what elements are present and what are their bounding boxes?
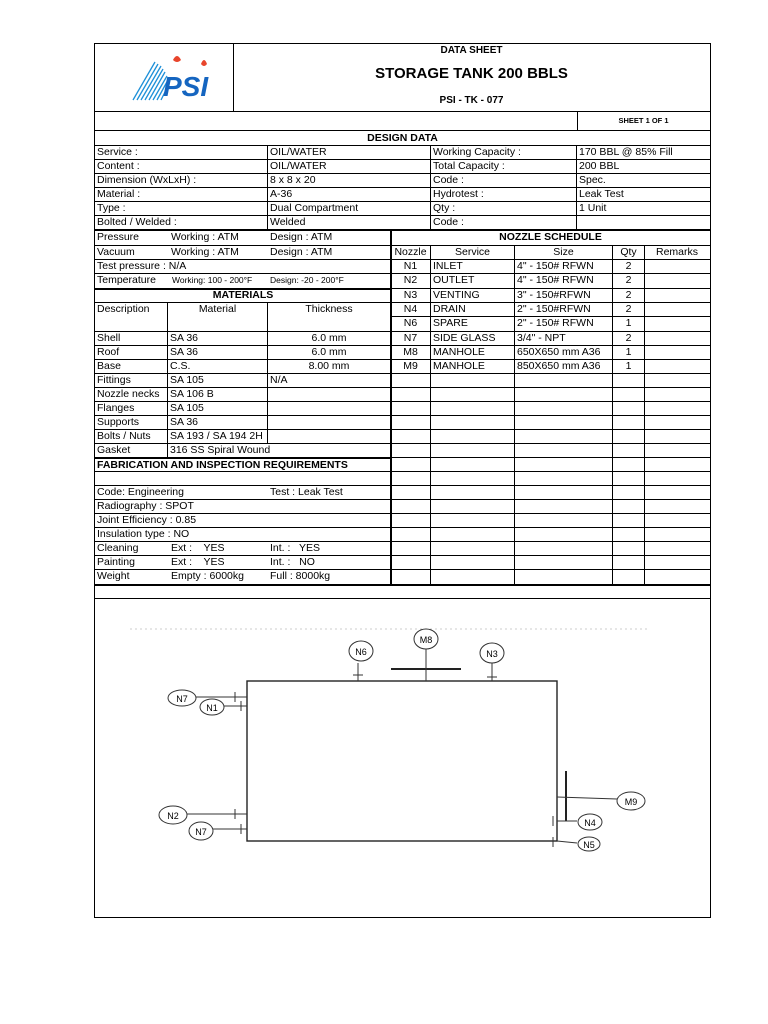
sheet-type: DATA SHEET xyxy=(440,45,503,56)
company-logo xyxy=(125,50,210,108)
nozzle-row-tag: N2 xyxy=(403,274,418,286)
nozzle-row-tag: N6 xyxy=(403,317,418,329)
code-label: Code : xyxy=(433,174,464,186)
nozzle-row-qty: 1 xyxy=(625,360,632,372)
insulation-type: Insulation type : NO xyxy=(97,528,190,540)
content-value: OIL/WATER xyxy=(270,160,327,172)
weight-empty: Empty : 6000kg xyxy=(171,570,244,582)
hydrotest-value: Leak Test xyxy=(579,188,624,200)
qty-value: 1 Unit xyxy=(579,202,607,214)
working-capacity-label: Working Capacity : xyxy=(433,146,521,158)
code2-label: Code : xyxy=(433,216,464,228)
vacuum-working: Working : ATM xyxy=(171,246,239,258)
vacuum-design: Design : ATM xyxy=(270,246,333,258)
materials-row-description: Gasket xyxy=(97,444,131,456)
svg-text:N7: N7 xyxy=(195,827,207,837)
bolted-welded-label: Bolted / Welded : xyxy=(97,216,177,228)
materials-row-material: SA 36 xyxy=(170,416,199,428)
nozzle-row-size: 4" - 150# RFWN xyxy=(517,260,594,272)
svg-text:M8: M8 xyxy=(419,635,433,645)
materials-row-thickness: 8.00 mm xyxy=(308,360,350,372)
total-capacity-label: Total Capacity : xyxy=(433,160,505,172)
svg-text:N6: N6 xyxy=(355,647,367,657)
bolted-welded-value: Welded xyxy=(270,216,306,228)
nozzle-n7-lower xyxy=(189,822,247,840)
document-number: PSI - TK - 077 xyxy=(439,95,504,106)
nozzle-header-remarks: Remarks xyxy=(655,246,698,258)
svg-text:M9: M9 xyxy=(624,797,638,807)
service-label: Service : xyxy=(97,146,138,158)
nozzle-header-nozzle: Nozzle xyxy=(394,246,427,258)
type-label: Type : xyxy=(97,202,126,214)
nozzle-n5 xyxy=(553,837,600,851)
nozzle-row-service: MANHOLE xyxy=(433,360,485,372)
fabrication-heading: FABRICATION AND INSPECTION REQUIREMENTS xyxy=(97,459,348,471)
service-value: OIL/WATER xyxy=(270,146,327,158)
nozzle-row-size: 2" - 150#RFWN xyxy=(517,303,591,315)
working-capacity-value: 170 BBL @ 85% Fill xyxy=(579,146,673,158)
nozzle-row-service: INLET xyxy=(433,260,463,272)
materials-row-description: Bolts / Nuts xyxy=(97,430,151,442)
materials-row-description: Fittings xyxy=(97,374,131,386)
materials-row-thickness: 6.0 mm xyxy=(311,346,347,358)
cleaning-int: Int. : YES xyxy=(270,542,320,554)
materials-row-description: Nozzle necks xyxy=(97,388,160,400)
svg-text:PSI: PSI xyxy=(163,71,209,102)
joint-efficiency: Joint Efficiency : 0.85 xyxy=(97,514,197,526)
nozzle-row-service: SPARE xyxy=(433,317,468,329)
nozzle-header-qty: Qty xyxy=(620,246,637,258)
nozzle-row-qty: 2 xyxy=(625,260,632,272)
nozzle-n1 xyxy=(200,699,247,715)
nozzle-schedule-heading: NOZZLE SCHEDULE xyxy=(499,231,602,243)
temperature-label: Temperature xyxy=(97,274,156,286)
materials-row-description: Supports xyxy=(97,416,140,428)
type-value: Dual Compartment xyxy=(270,202,359,214)
materials-header-material: Material xyxy=(198,303,237,315)
materials-row-material: SA 105 xyxy=(170,374,204,386)
manhole-m9 xyxy=(557,771,645,821)
materials-header-thickness: Thickness xyxy=(305,303,353,315)
sheet-number: SHEET 1 OF 1 xyxy=(618,116,669,125)
design-data-heading: DESIGN DATA xyxy=(367,132,438,144)
dimension-label: Dimension (WxLxH) : xyxy=(97,174,197,186)
vacuum-label: Vacuum xyxy=(97,246,135,258)
cleaning-label: Cleaning xyxy=(97,542,139,554)
nozzle-n3 xyxy=(480,643,504,681)
svg-text:N1: N1 xyxy=(206,703,218,713)
materials-row-thickness: 6.0 mm xyxy=(311,332,347,344)
nozzle-row-size: 650X650 mm A36 xyxy=(517,346,601,358)
nozzle-row-size: 3/4" - NPT xyxy=(517,332,566,344)
weight-label: Weight xyxy=(97,570,130,582)
nozzle-row-tag: N3 xyxy=(403,289,418,301)
materials-row-description: Flanges xyxy=(97,402,135,414)
nozzle-row-qty: 2 xyxy=(625,289,632,301)
nozzle-row-service: OUTLET xyxy=(433,274,475,286)
logo-icon xyxy=(125,50,210,108)
tank-body xyxy=(247,681,557,841)
material-value: A-36 xyxy=(270,188,293,200)
nozzle-row-tag: N7 xyxy=(403,332,418,344)
svg-text:N4: N4 xyxy=(584,818,596,828)
fabrication-code: Code: Engineering xyxy=(97,486,184,498)
nozzle-row-size: 4" - 150# RFWN xyxy=(517,274,594,286)
materials-row-description: Roof xyxy=(97,346,120,358)
code-value: Spec. xyxy=(579,174,606,186)
nozzle-n4 xyxy=(553,814,602,830)
materials-row-thickness: N/A xyxy=(270,374,288,386)
temperature-working: Working: 100 - 200°F xyxy=(172,275,253,285)
painting-int: Int. : NO xyxy=(270,556,315,568)
svg-text:N5: N5 xyxy=(583,840,595,850)
nozzle-row-qty: 1 xyxy=(625,346,632,358)
materials-row-material: SA 36 xyxy=(170,346,199,358)
nozzle-row-size: 850X650 mm A36 xyxy=(517,360,601,372)
materials-row-material: SA 106 B xyxy=(170,388,214,400)
total-capacity-value: 200 BBL xyxy=(579,160,620,172)
nozzle-row-qty: 2 xyxy=(625,274,632,286)
pressure-working: Working : ATM xyxy=(171,231,239,243)
materials-row-material: 316 SS Spiral Wound xyxy=(170,444,271,456)
test-pressure: Test pressure : N/A xyxy=(97,260,187,272)
svg-text:N7: N7 xyxy=(176,694,188,704)
nozzle-row-service: VENTING xyxy=(433,289,480,301)
svg-text:N2: N2 xyxy=(167,811,179,821)
pressure-label: Pressure xyxy=(97,231,140,243)
svg-text:N3: N3 xyxy=(486,649,498,659)
materials-row-material: SA 105 xyxy=(170,402,204,414)
temperature-design: Design: -20 - 200°F xyxy=(270,275,344,285)
hydrotest-label: Hydrotest : xyxy=(433,188,484,200)
materials-heading: MATERIALS xyxy=(212,289,274,301)
page-title: STORAGE TANK 200 BBLS xyxy=(375,65,568,82)
nozzle-header-service: Service xyxy=(454,246,490,258)
nozzle-row-service: SIDE GLASS xyxy=(433,332,496,344)
nozzle-header-size: Size xyxy=(553,246,574,258)
nozzle-row-size: 2" - 150# RFWN xyxy=(517,317,594,329)
nozzle-row-service: DRAIN xyxy=(433,303,466,315)
content-label: Content : xyxy=(97,160,140,172)
nozzle-row-tag: N1 xyxy=(403,260,418,272)
painting-ext: Ext : YES xyxy=(171,556,225,568)
materials-header-description: Description xyxy=(97,303,150,315)
qty-label: Qty : xyxy=(433,202,456,214)
nozzle-row-tag: N4 xyxy=(403,303,418,315)
tank-drawing xyxy=(95,599,709,915)
manhole-m8 xyxy=(391,629,461,681)
pressure-design: Design : ATM xyxy=(270,231,333,243)
nozzle-row-qty: 1 xyxy=(625,317,632,329)
painting-label: Painting xyxy=(97,556,135,568)
materials-row-description: Shell xyxy=(97,332,121,344)
nozzle-n6 xyxy=(349,641,373,681)
nozzle-row-tag: M8 xyxy=(403,346,418,358)
radiography: Radiography : SPOT xyxy=(97,500,194,512)
dimension-value: 8 x 8 x 20 xyxy=(270,174,316,186)
material-label: Material : xyxy=(97,188,141,200)
fabrication-test: Test : Leak Test xyxy=(270,486,343,498)
nozzle-row-qty: 2 xyxy=(625,303,632,315)
nozzle-row-qty: 2 xyxy=(625,332,632,344)
weight-full: Full : 8000kg xyxy=(270,570,331,582)
materials-row-material: SA 193 / SA 194 2H xyxy=(170,430,263,442)
cleaning-ext: Ext : YES xyxy=(171,542,225,554)
nozzle-row-service: MANHOLE xyxy=(433,346,485,358)
nozzle-row-tag: M9 xyxy=(403,360,418,372)
nozzle-n2 xyxy=(159,806,247,824)
nozzle-row-size: 3" - 150#RFWN xyxy=(517,289,591,301)
materials-row-description: Base xyxy=(97,360,121,372)
materials-row-material: SA 36 xyxy=(170,332,199,344)
materials-row-material: C.S. xyxy=(170,360,191,372)
